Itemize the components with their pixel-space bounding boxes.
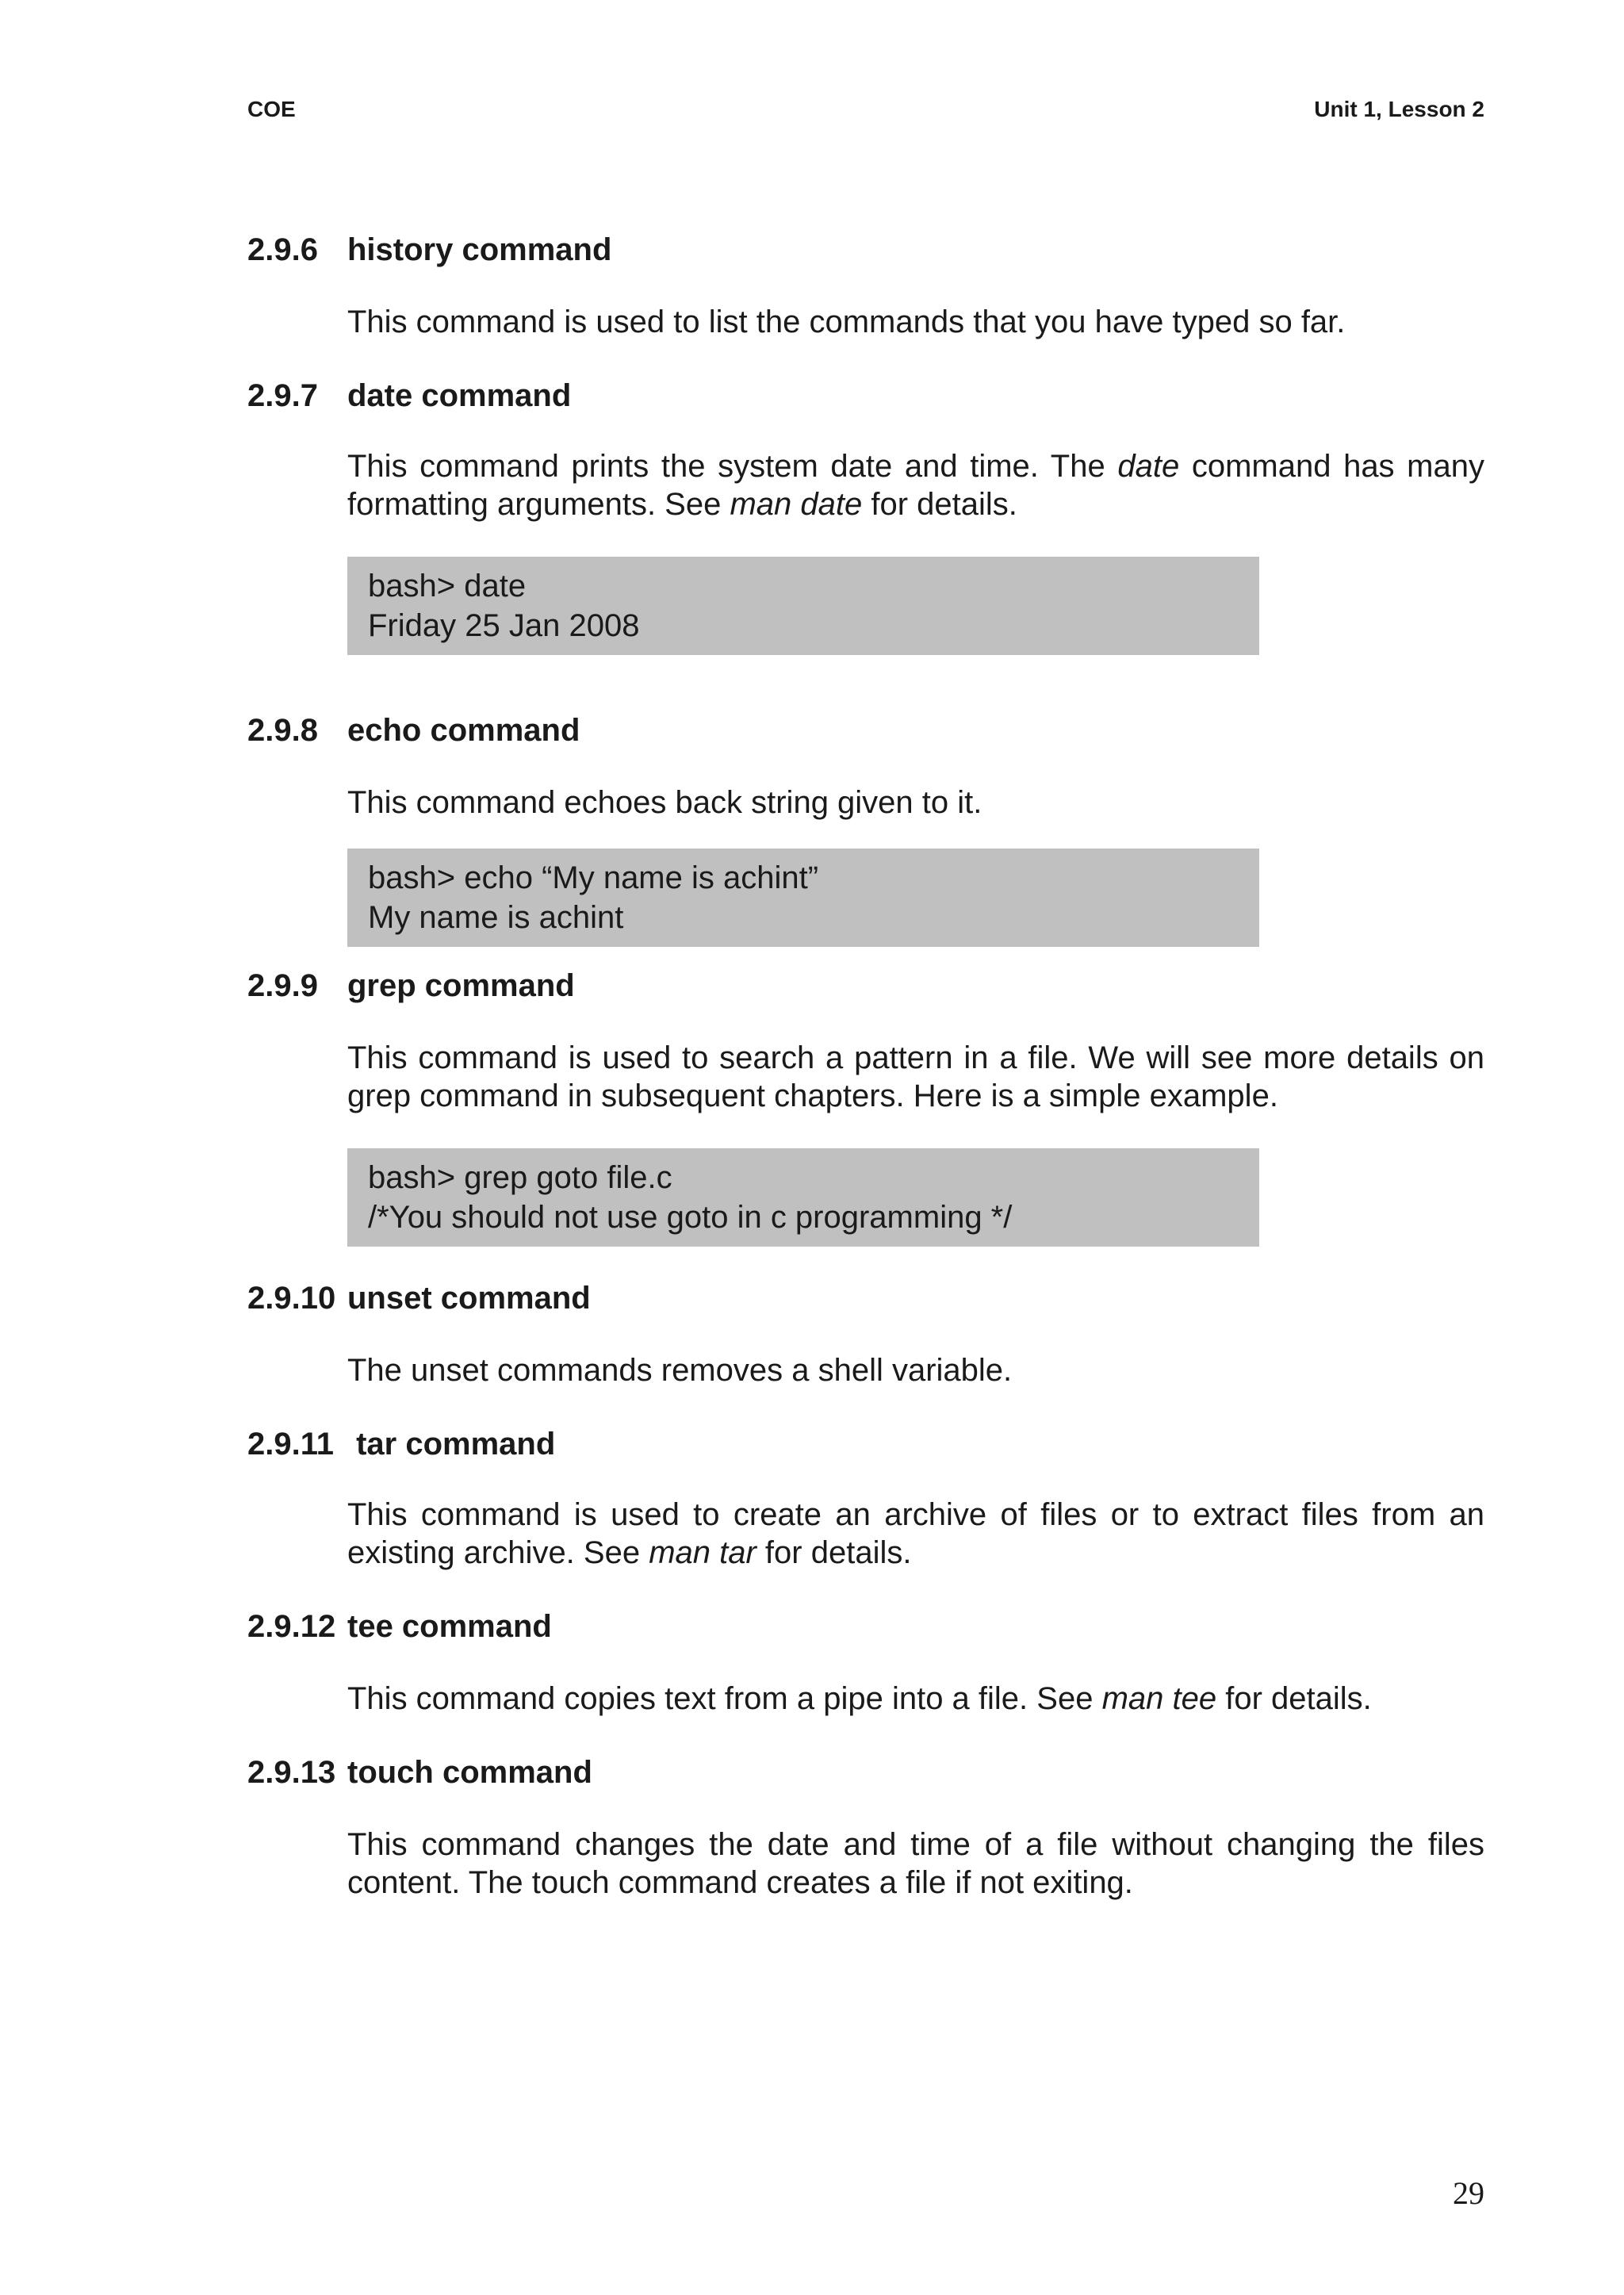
section-body-echo: This command echoes back string given to it. [347, 785, 982, 820]
body-text: for details. [756, 1535, 912, 1570]
code-line: Friday 25 Jan 2008 [368, 608, 640, 643]
section-number: 2.9.9 [247, 968, 318, 1003]
code-block-echo [347, 849, 1259, 947]
code-line: My name is achint [368, 900, 624, 935]
section-title: date command [347, 378, 572, 413]
section-heading-touch [247, 1753, 1484, 1792]
section-title: unset command [347, 1281, 591, 1316]
section-title: tee command [347, 1609, 552, 1644]
emphasis-text: man tar [649, 1535, 756, 1570]
body-text: for details. [1216, 1681, 1372, 1716]
section-number: 2.9.10 [247, 1281, 336, 1316]
code-line: bash> echo “My name is achint” [368, 860, 819, 895]
section-number: 2.9.7 [247, 378, 318, 413]
section-title: history command [347, 232, 612, 267]
section-body-touch: This command changes the date and time of a file without changing the files content. The touch command creates a file if not exiting. [347, 1827, 1484, 1900]
section-number: 2.9.13 [247, 1755, 336, 1790]
section-body-unset: The unset commands removes a shell variable. [347, 1353, 1013, 1388]
section-title: grep command [347, 968, 575, 1003]
body-text: This command prints the system date and time. The [347, 449, 1118, 484]
section-number: 2.9.8 [247, 713, 318, 748]
section-heading-date [247, 376, 1484, 416]
section-body-grep: This command is used to search a pattern in a file. We will see more details on grep command in subsequent chapters. Here is a simple example. [347, 1040, 1484, 1113]
emphasis-text: man tee [1101, 1681, 1217, 1716]
section-heading-unset [247, 1278, 1484, 1318]
section-title: echo command [347, 713, 580, 748]
body-text: This command is used to create an archive of files or to extract files from an existing archive. See [347, 1497, 1484, 1570]
section-body-tar [347, 1496, 1484, 1572]
section-heading-tar [247, 1424, 1484, 1464]
code-block-grep [347, 1148, 1259, 1247]
page-content [247, 230, 1484, 1902]
body-text: This command copies text from a pipe into a file. See [347, 1681, 1102, 1716]
section-number: 2.9.6 [247, 232, 318, 267]
body-text: command has many formatting arguments. See [347, 449, 1484, 522]
section-body-history: This command is used to list the commands that you have typed so far. [347, 305, 1346, 339]
section-heading-grep [247, 966, 1484, 1006]
emphasis-text: man date [730, 487, 863, 522]
section-body-tee [347, 1680, 1484, 1718]
section-heading-history [247, 230, 1484, 270]
section-title: touch command [347, 1755, 592, 1790]
emphasis-text: date [1117, 449, 1180, 484]
running-header-left: COE [247, 97, 296, 121]
section-number: 2.9.12 [247, 1609, 336, 1644]
section-body-date [347, 447, 1484, 523]
code-line: bash> grep goto file.c [368, 1160, 672, 1195]
code-line: bash> date [368, 569, 527, 603]
section-title: tar command [347, 1427, 556, 1462]
page-number: 29 [1453, 2175, 1484, 2211]
section-heading-echo [247, 711, 1484, 750]
running-header-right: Unit 1, Lesson 2 [1314, 97, 1484, 121]
body-text: for details. [862, 487, 1017, 522]
code-line: /*You should not use goto in c programming */ [368, 1200, 1013, 1235]
section-heading-tee [247, 1607, 1484, 1646]
section-number: 2.9.11 [247, 1427, 335, 1462]
code-block-date [347, 557, 1259, 655]
